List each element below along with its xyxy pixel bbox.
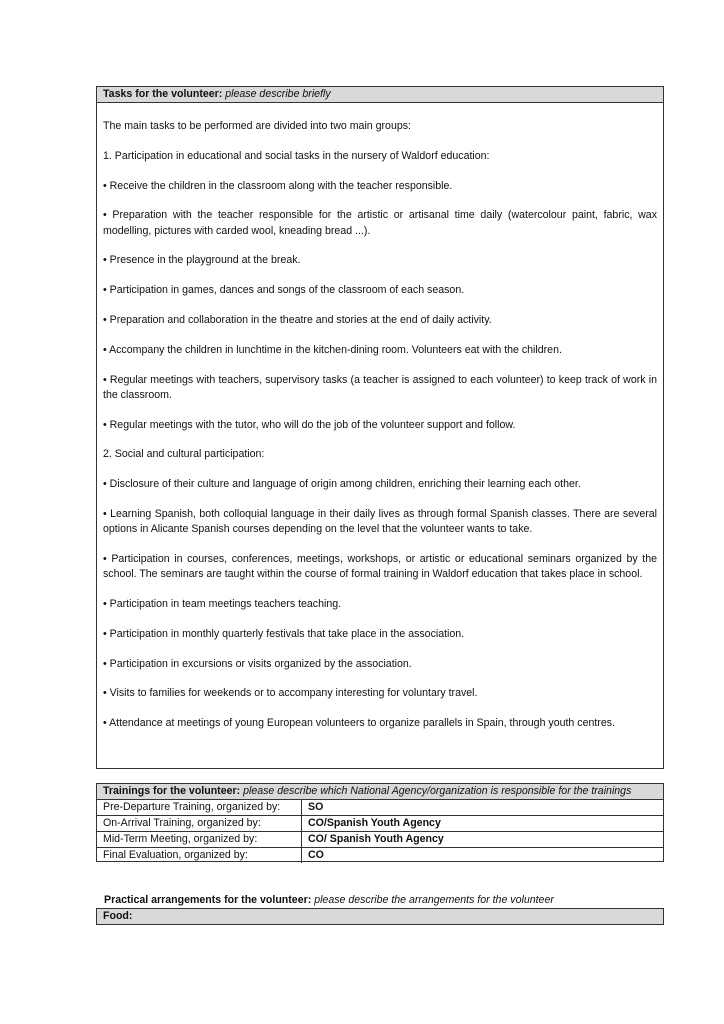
- trainings-table: [97, 800, 663, 863]
- trainings-header: [97, 784, 663, 800]
- task-paragraph: • Preparation and collaboration in the theatre and stories at the end of daily activity.: [103, 313, 492, 326]
- task-paragraph: • Participation in team meetings teachers teaching.: [103, 597, 342, 610]
- training-label: Final Evaluation, organized by:: [97, 848, 302, 864]
- tasks-body: [97, 119, 663, 731]
- task-paragraph: • Participation in excursions or visits organized by the association.: [103, 657, 412, 670]
- task-paragraph: • Participation in courses, conferences, meetings, workshops, or artistic or educational seminars organized by the school. The seminars are taught within the course of formal training in Waldorf education that takes place in school.: [103, 552, 657, 581]
- practical-title-hint: please describe the arrangements for the volunteer: [314, 894, 554, 906]
- training-label: Pre-Departure Training, organized by:: [97, 800, 302, 816]
- trainings-header-hint: please describe which National Agency/organization is responsible for the trainings: [243, 785, 632, 797]
- training-label: On-Arrival Training, organized by:: [97, 816, 302, 832]
- table-row: [97, 816, 663, 832]
- task-paragraph: • Accompany the children in lunchtime in the kitchen-dining room. Volunteers eat with the children.: [103, 343, 562, 356]
- tasks-header: [97, 87, 663, 103]
- task-paragraph: 2. Social and cultural participation:: [103, 448, 265, 461]
- task-paragraph: • Visits to families for weekends or to accompany interesting for voluntary travel.: [103, 687, 478, 700]
- task-paragraph: • Regular meetings with the tutor, who will do the job of the volunteer support and follow.: [103, 418, 516, 431]
- task-paragraph: • Preparation with the teacher responsible for the artistic or artisanal time daily (watercolour paint, fabric, wax modelling, pictures with carded wool, kneading bread ...).: [103, 209, 657, 237]
- practical-arrangements-title: [104, 893, 554, 908]
- tasks-section: [96, 86, 664, 769]
- training-organizer: CO/ Spanish Youth Agency: [302, 832, 664, 848]
- task-paragraph: • Disclosure of their culture and language of origin among children, enriching their learning each other.: [103, 478, 581, 491]
- task-paragraph: 1. Participation in educational and social tasks in the nursery of Waldorf education:: [103, 149, 490, 162]
- tasks-header-hint: please describe briefly: [225, 88, 331, 100]
- practical-title-bold: Practical arrangements for the volunteer:: [104, 894, 312, 906]
- training-organizer: CO: [302, 848, 664, 864]
- food-header: Food:: [97, 909, 663, 924]
- task-paragraph: • Presence in the playground at the break.: [103, 254, 301, 267]
- tasks-header-title: Tasks for the volunteer:: [103, 88, 223, 100]
- task-paragraph: The main tasks to be performed are divided into two main groups:: [103, 120, 411, 132]
- table-row: [97, 800, 663, 816]
- task-paragraph: • Receive the children in the classroom along with the teacher responsible.: [103, 179, 453, 192]
- task-paragraph: • Attendance at meetings of young European volunteers to organize parallels in Spain, through youth centres.: [103, 717, 615, 730]
- trainings-section: [96, 783, 664, 862]
- training-organizer: CO/Spanish Youth Agency: [302, 816, 664, 832]
- table-row: [97, 848, 663, 864]
- task-paragraph: • Regular meetings with teachers, supervisory tasks (a teacher is assigned to each volunteer) to keep track of work in the classroom.: [103, 373, 657, 401]
- task-paragraph: • Participation in monthly quarterly festivals that take place in the association.: [103, 627, 465, 640]
- training-organizer: SO: [308, 801, 324, 813]
- training-label: Mid-Term Meeting, organized by:: [97, 832, 302, 848]
- task-paragraph: • Learning Spanish, both colloquial language in their daily lives as through formal Spanish classes. There are several options in Alicante Spanish courses depending on the level that the volunteer wants to take.: [103, 507, 657, 536]
- table-row: [97, 832, 663, 848]
- task-paragraph: • Participation in games, dances and songs of the classroom of each season.: [103, 284, 465, 297]
- food-section: [96, 908, 664, 925]
- trainings-header-title: Trainings for the volunteer:: [103, 785, 241, 797]
